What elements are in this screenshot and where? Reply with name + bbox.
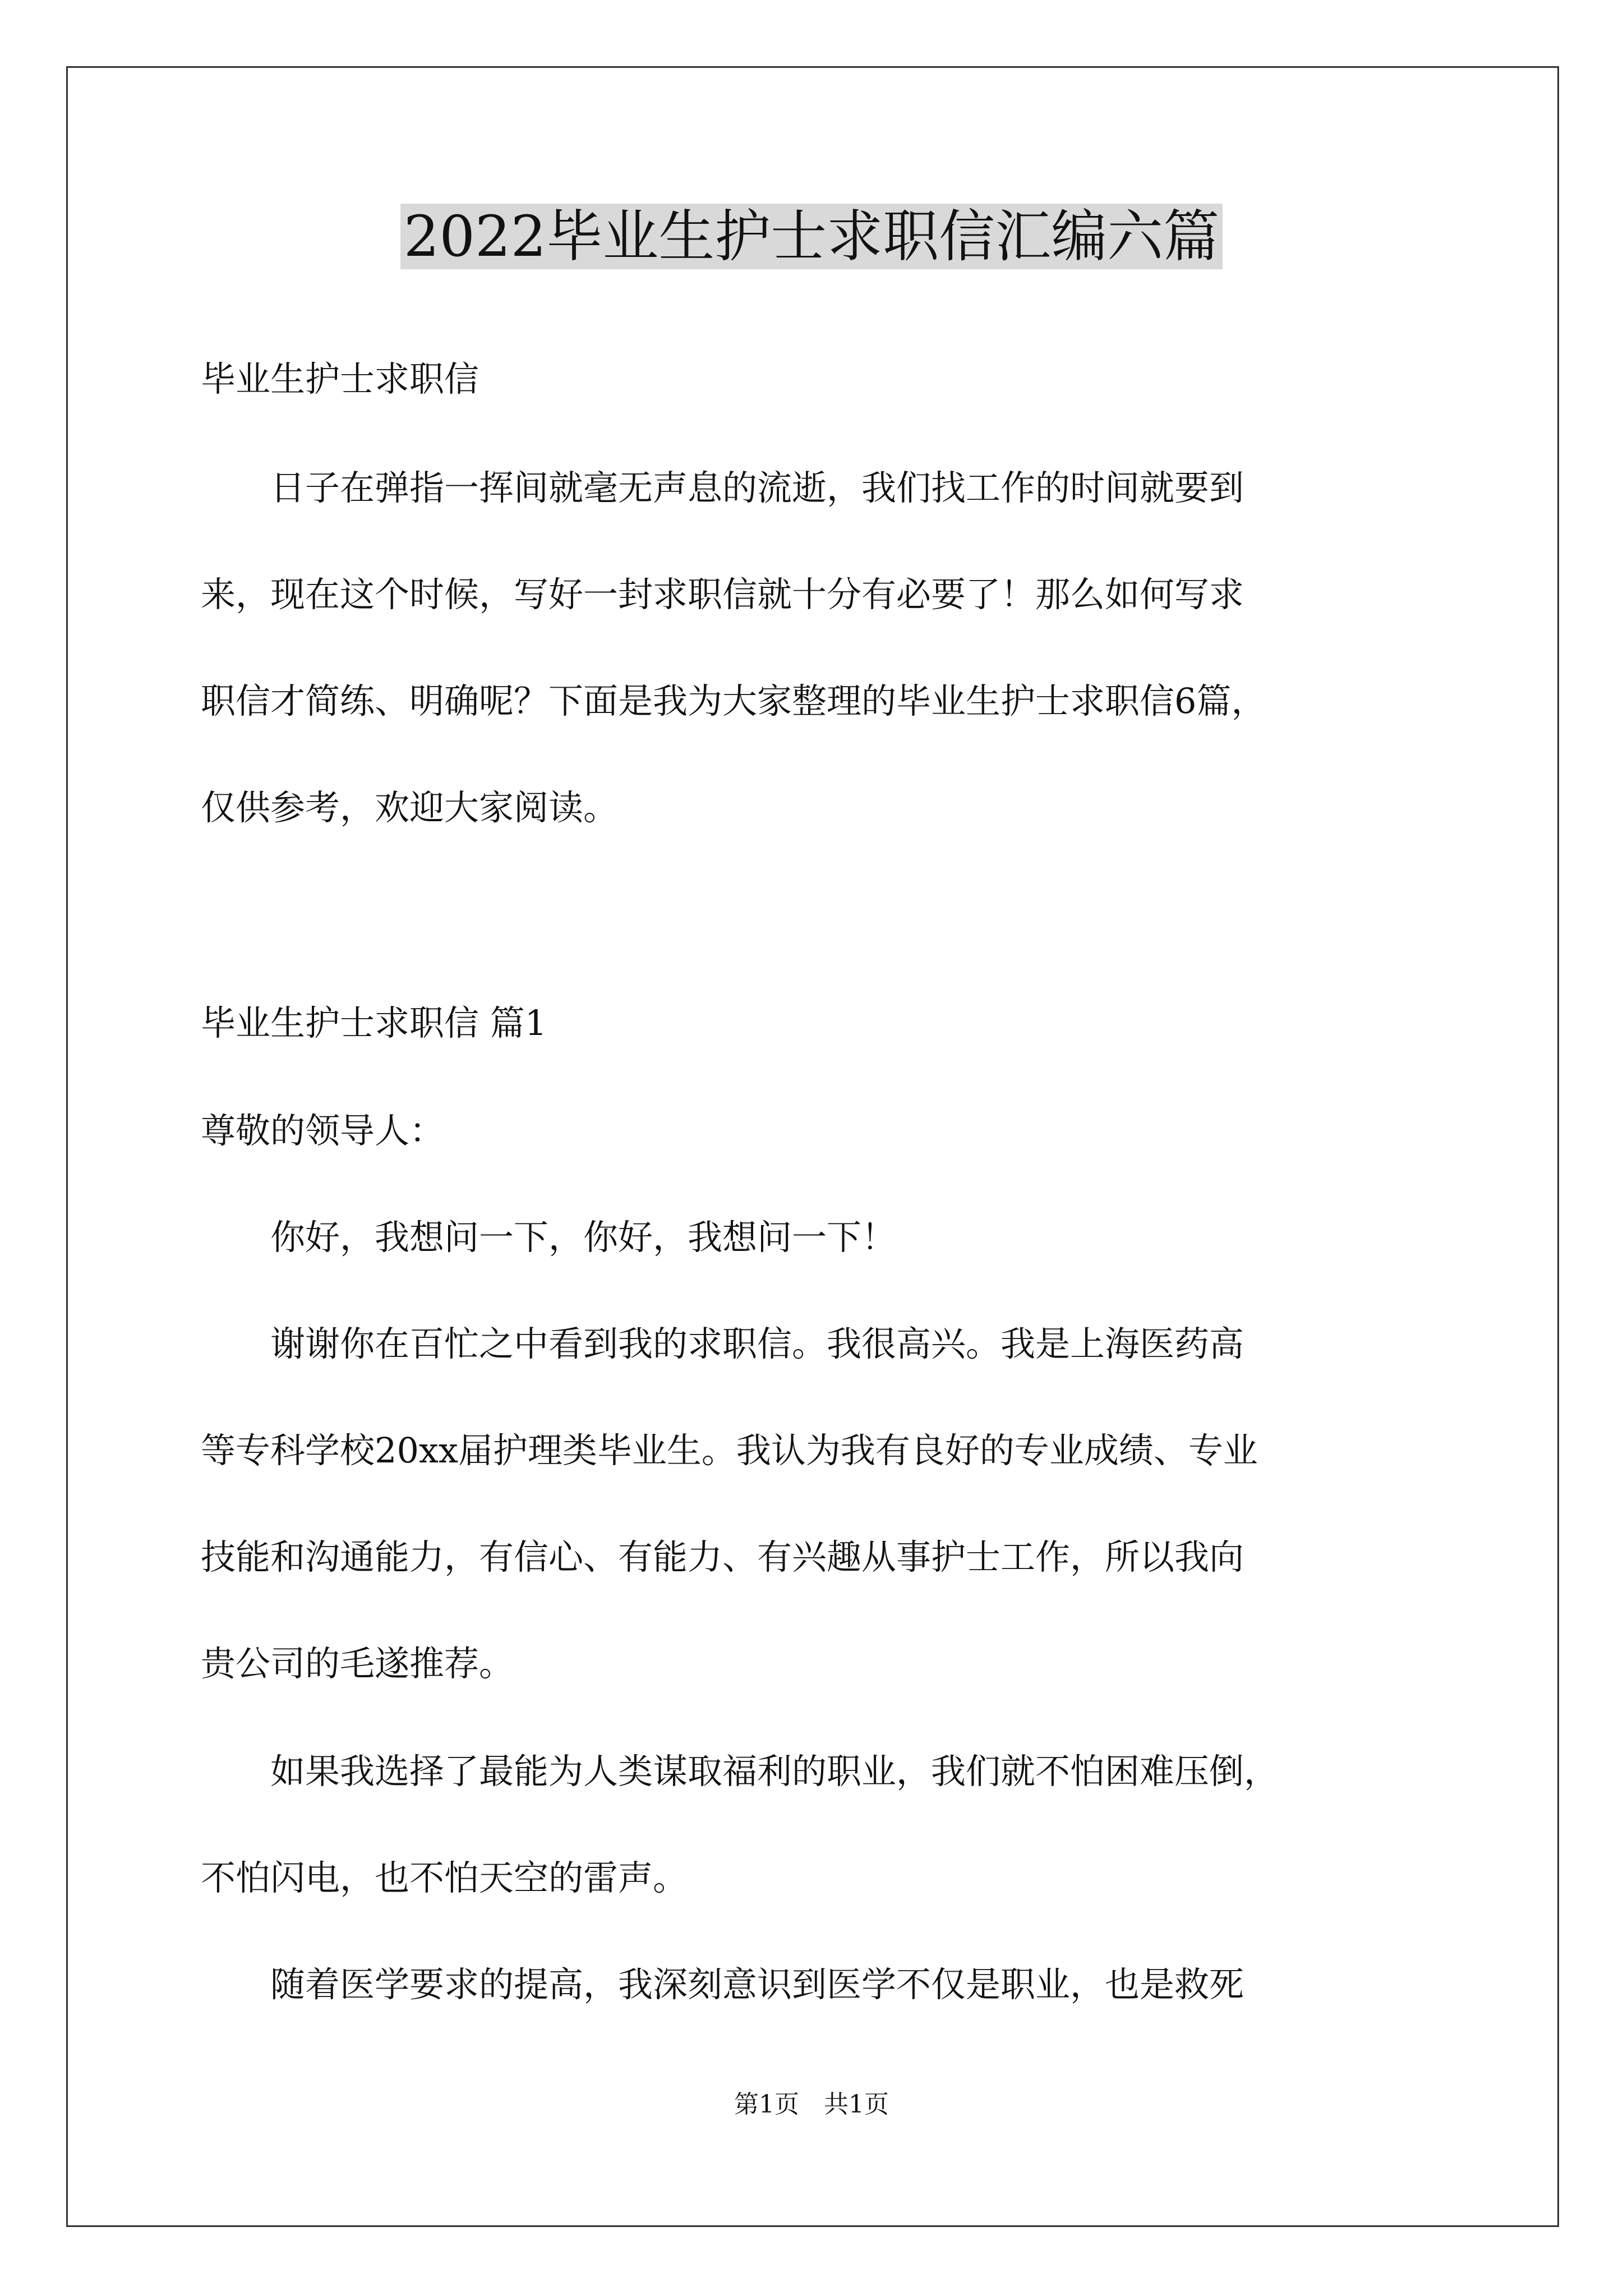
letter-heading: 毕业生护士求职信 篇1 (201, 1002, 547, 1043)
letter-paragraph-1-line-3: 技能和沟通能力，有信心、有能力、有兴趣从事护士工作，所以我向 (201, 1536, 1244, 1577)
letter-paragraph-3-line-1: 随着医学要求的提高，我深刻意识到医学不仅是职业，也是救死 (201, 1964, 1244, 2005)
document-title-text: 2022毕业生护士求职信汇编六篇 (400, 204, 1223, 269)
letter-greeting: 你好，我想问一下，你好，我想问一下！ (201, 1217, 897, 1258)
letter-paragraph-1-line-2: 等专科学校20xx届护理类毕业生。我认为我有良好的专业成绩、专业 (201, 1430, 1258, 1471)
page-footer: 第1页 共1页 (734, 2090, 889, 2119)
letter-paragraph-1-line-4: 贵公司的毛遂推荐。 (201, 1643, 514, 1684)
letter-paragraph-2-line-1: 如果我选择了最能为人类谋取福利的职业，我们就不怕困难压倒， (201, 1751, 1279, 1792)
letter-paragraph-2-line-2: 不怕闪电，也不怕天空的雷声。 (201, 1857, 688, 1898)
letter-paragraph-1-line-1: 谢谢你在百忙之中看到我的求职信。我很高兴。我是上海医药高 (201, 1323, 1244, 1364)
intro-line-4: 仅供参考，欢迎大家阅读。 (201, 787, 619, 828)
section-heading: 毕业生护士求职信 (201, 358, 479, 399)
intro-line-2: 来，现在这个时候，写好一封求职信就十分有必要了！那么如何写求 (201, 574, 1244, 615)
document-title (0, 197, 1623, 276)
intro-line-3: 职信才简练、明确呢？下面是我为大家整理的毕业生护士求职信6篇， (201, 680, 1266, 721)
letter-salutation: 尊敬的领导人： (201, 1110, 445, 1151)
intro-line-1: 日子在弹指一挥间就毫无声息的流逝，我们找工作的时间就要到 (201, 467, 1244, 508)
